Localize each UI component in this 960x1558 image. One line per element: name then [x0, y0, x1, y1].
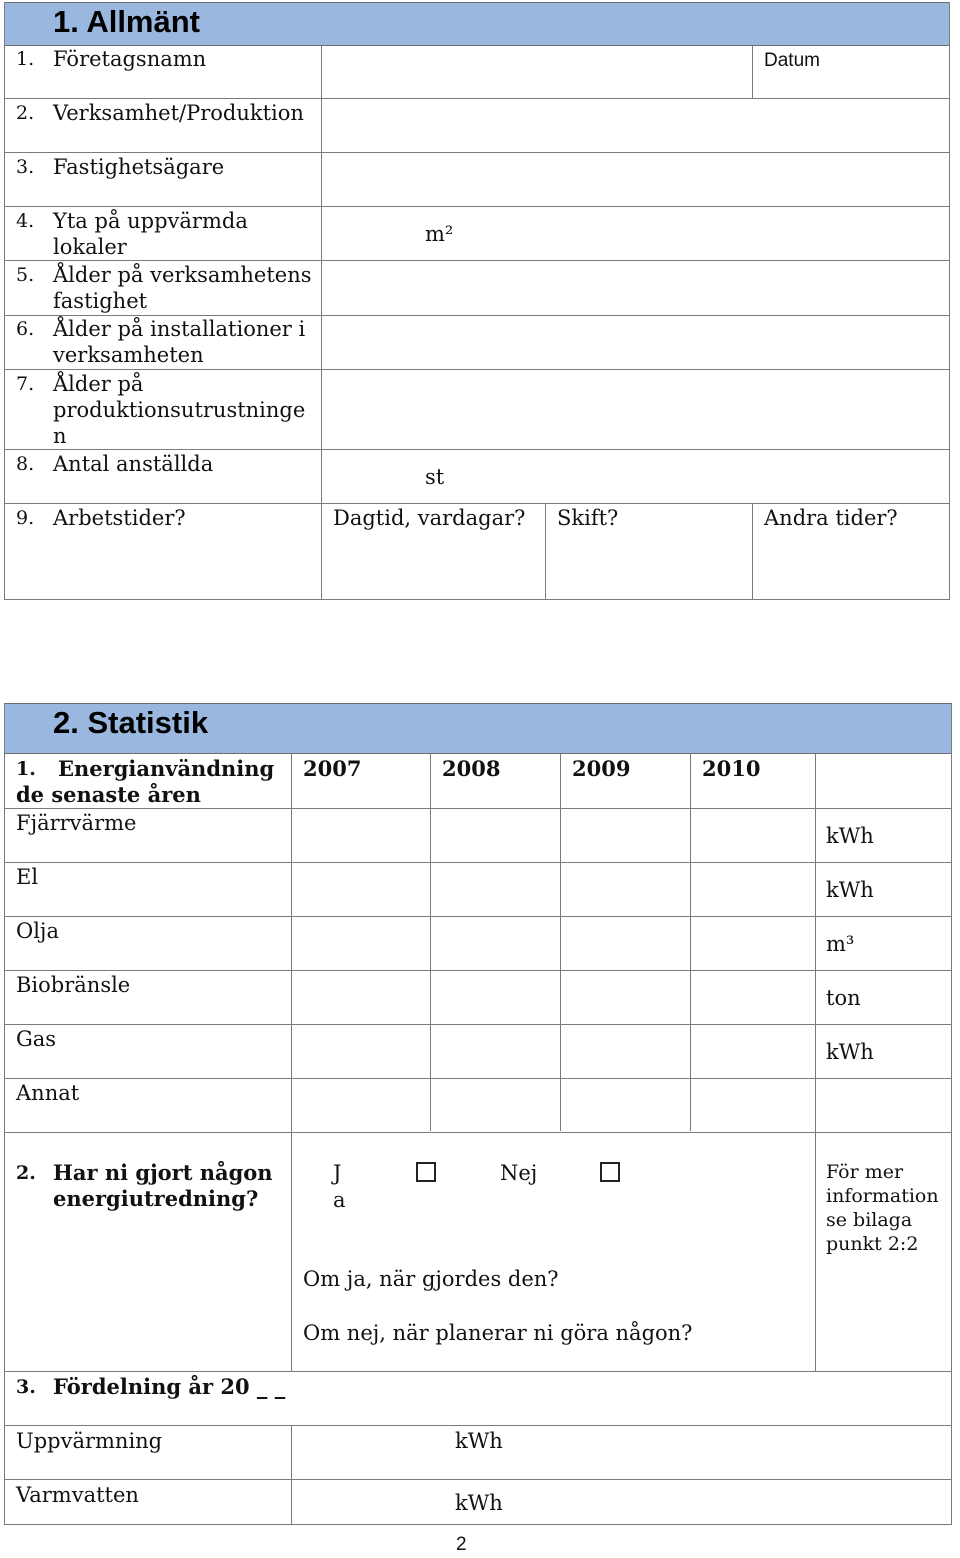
survey-number: 2.	[16, 1162, 36, 1184]
property-owner-field[interactable]	[322, 153, 949, 205]
row-number: 4.	[16, 210, 35, 232]
energy-heading: Energianvändning	[58, 756, 275, 781]
year-2007: 2007	[303, 756, 362, 781]
hot-water-label: Varmvatten	[16, 1483, 139, 1507]
energy-input-cell[interactable]	[691, 809, 814, 861]
yes-checkbox[interactable]	[416, 1162, 436, 1182]
row-number: 8.	[16, 453, 35, 475]
distribution-number: 3.	[16, 1376, 36, 1398]
energy-row-label: Gas	[16, 1027, 57, 1051]
no-label: Nej	[500, 1161, 538, 1185]
energy-number: 1.	[16, 758, 36, 780]
equipment-age-label: Ålder på	[53, 372, 144, 396]
energy-row-unit: kWh	[826, 824, 874, 848]
row-number: 3.	[16, 156, 35, 178]
other-times-label: Andra tider?	[764, 506, 898, 530]
info-note-line2: information	[826, 1185, 939, 1207]
info-note: För mer	[826, 1161, 904, 1183]
row-number: 2.	[16, 102, 35, 124]
year-2010: 2010	[702, 756, 761, 781]
no-checkbox[interactable]	[600, 1162, 620, 1182]
energy-row-label: Biobränsle	[16, 973, 131, 997]
section2-title: 2. Statistik	[53, 705, 209, 740]
survey-question: Har ni gjort någon	[53, 1160, 273, 1185]
heated-area-field[interactable]	[322, 207, 949, 259]
row-number: 9.	[16, 507, 35, 529]
survey-question-line2: energiutredning?	[53, 1186, 259, 1211]
company-name-label: Företagsnamn	[53, 47, 207, 71]
installations-age-label: Ålder på installationer i	[53, 317, 306, 341]
employees-label: Antal anställda	[53, 452, 214, 476]
hot-water-unit: kWh	[455, 1491, 503, 1515]
business-label: Verksamhet/Produktion	[53, 101, 304, 125]
energy-row-unit: ton	[826, 986, 861, 1010]
info-note-line4: punkt 2:2	[826, 1233, 919, 1255]
employees-field[interactable]	[322, 450, 949, 502]
heating-label: Uppvärmning	[16, 1429, 163, 1453]
equipment-age-field[interactable]	[322, 370, 949, 448]
business-field[interactable]	[322, 99, 949, 151]
info-note-line3: se bilaga	[826, 1209, 913, 1231]
datum-label: Datum	[764, 50, 820, 71]
employees-unit: st	[425, 465, 445, 489]
property-age-label: Ålder på verksamhetens	[53, 263, 312, 287]
year-2008: 2008	[442, 756, 501, 781]
energy-row-unit: kWh	[826, 878, 874, 902]
heating-field[interactable]	[292, 1426, 950, 1478]
energy-input-cell[interactable]	[431, 809, 559, 861]
section1-title: 1. Allmänt	[53, 4, 200, 39]
energy-row-unit: m³	[826, 932, 855, 956]
row-number: 7.	[16, 373, 35, 395]
installations-age-label-line2: verksamheten	[53, 343, 204, 367]
distribution-heading: Fördelning år 20 _ _	[53, 1374, 286, 1399]
heating-unit: kWh	[455, 1429, 503, 1453]
hot-water-field[interactable]	[292, 1480, 950, 1523]
company-name-field[interactable]	[322, 47, 751, 97]
energy-heading-line2: de senaste åren	[16, 782, 201, 807]
energy-row-label: Olja	[16, 919, 59, 943]
work-hours-label: Arbetstider?	[53, 506, 186, 530]
property-age-field[interactable]	[322, 261, 949, 314]
yes-label: J	[333, 1161, 342, 1185]
energy-row-label: El	[16, 865, 39, 889]
year-2009: 2009	[572, 756, 631, 781]
daytime-label: Dagtid, vardagar?	[333, 506, 526, 530]
installations-age-field[interactable]	[322, 316, 949, 368]
page-number: 2	[456, 1534, 467, 1555]
energy-input-cell[interactable]	[292, 809, 429, 861]
row-number: 5.	[16, 264, 35, 286]
energy-row-label: Annat	[16, 1081, 80, 1105]
property-age-label-line2: fastighet	[53, 289, 148, 313]
property-owner-label: Fastighetsägare	[53, 155, 225, 179]
energy-input-cell[interactable]	[561, 809, 689, 861]
energy-row-unit: kWh	[826, 1040, 874, 1064]
row-number: 1.	[16, 48, 35, 70]
area-unit: m²	[425, 222, 454, 246]
yes-label-line2: a	[333, 1188, 346, 1212]
if-no-question: Om nej, när planerar ni göra någon?	[303, 1321, 693, 1345]
heated-area-label-line2: lokaler	[53, 235, 127, 259]
row-number: 6.	[16, 318, 35, 340]
if-yes-question: Om ja, när gjordes den?	[303, 1267, 559, 1291]
heated-area-label: Yta på uppvärmda	[53, 209, 248, 233]
energy-row-label: Fjärrvärme	[16, 811, 137, 835]
shift-label: Skift?	[557, 506, 619, 530]
equipment-age-label-line3: n	[53, 424, 67, 448]
equipment-age-label-line2: produktionsutrustninge	[53, 398, 306, 422]
